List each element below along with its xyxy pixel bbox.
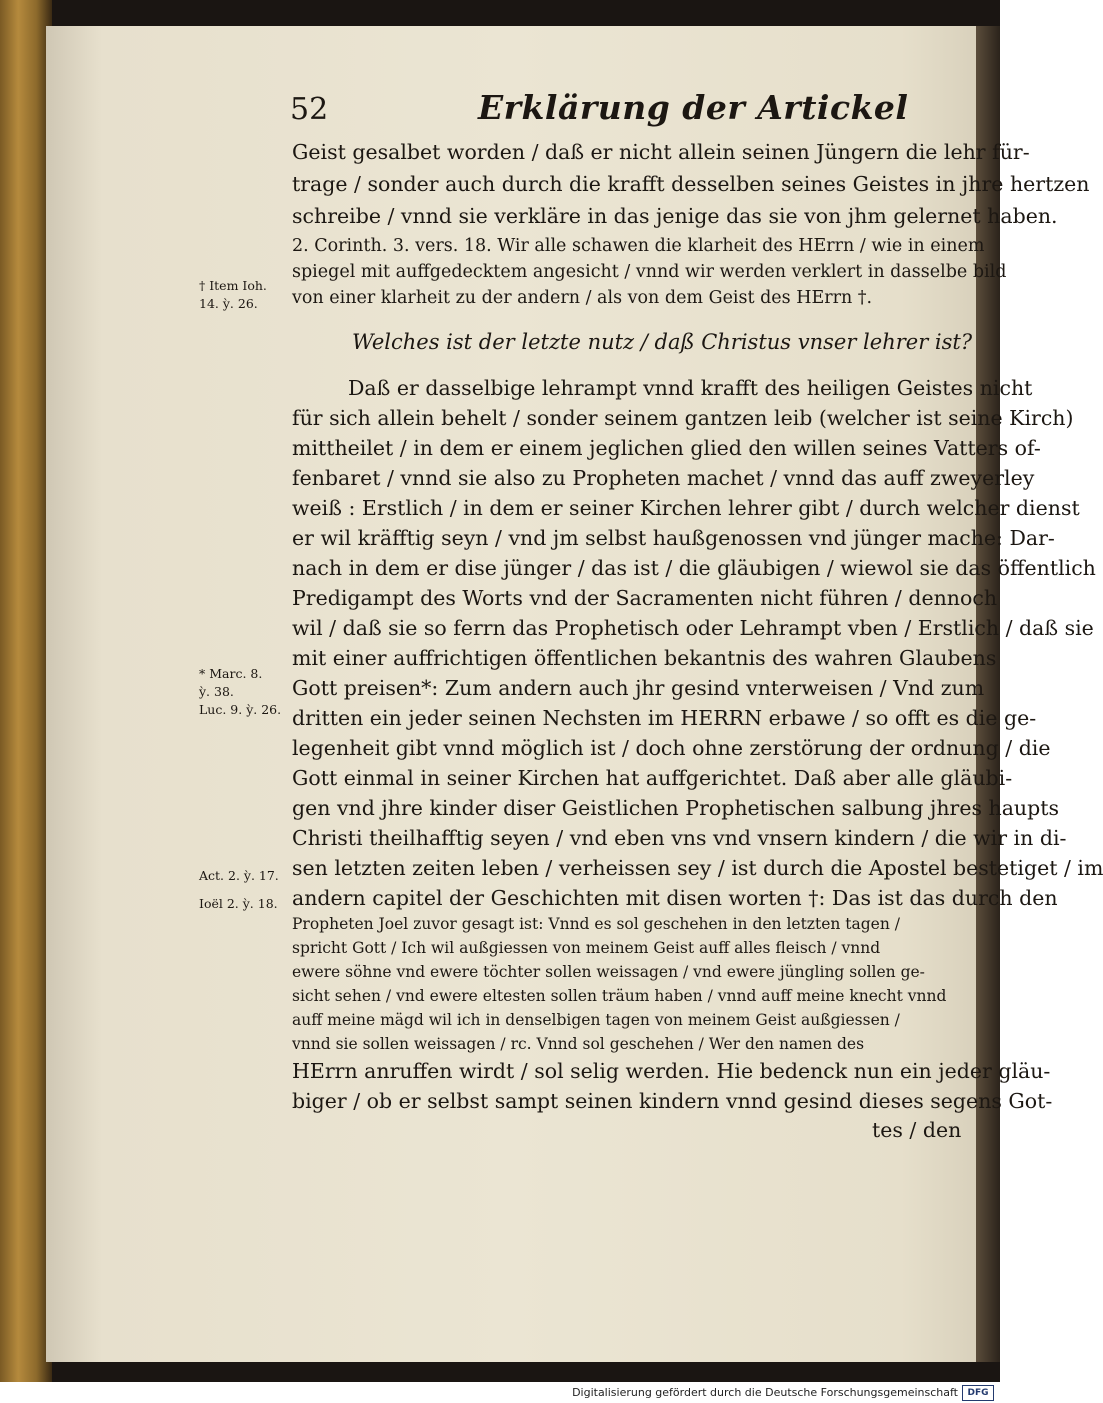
text-line: weiß : Erstlich / in dem er seiner Kirchen lehrer gibt / durch welcher dienst <box>292 496 1080 520</box>
text-line: sen letzten zeiten leben / verheissen sey / ist durch die Apostel bestetiget / im <box>292 856 1103 880</box>
text-line: mit einer auffrichtigen öffentlichen bekantnis des wahren Glaubens <box>292 646 997 670</box>
text-line: schreibe / vnnd sie verkläre in das jenige das sie von jhm gelernet haben. <box>292 204 1058 228</box>
margin-note-joel: Ioël 2. ỳ. 18. <box>199 896 278 911</box>
text-line: nach in dem er dise jünger / das ist / die gläubigen / wiewol sie das öffentlich <box>292 556 1096 580</box>
margin-note-item-ioh-verse: 14. ỳ. 26. <box>199 296 258 311</box>
text-line: spiegel mit auffgedecktem angesicht / vnnd wir werden verklert in dasselbe bild <box>292 262 1007 282</box>
text-line: dritten ein jeder seinen Nechsten im HERRN erbawe / so offt es die ge- <box>292 706 1037 730</box>
text-line: HErrn anruffen wirdt / sol selig werden. Hie bedenck nun ein jeder gläu- <box>292 1059 1051 1083</box>
dfg-logo: DFG <box>962 1385 994 1401</box>
margin-note-act: Act. 2. ỳ. 17. <box>199 868 279 883</box>
catchword: tes / den <box>872 1118 962 1142</box>
book-binding-edge <box>0 0 52 1382</box>
text-line: Gott einmal in seiner Kirchen hat auffgerichtet. Daß aber alle gläubi- <box>292 766 1013 790</box>
text-line: trage / sonder auch durch die krafft desselben seines Geistes in jhre hertzen <box>292 172 1090 196</box>
text-line: Daß er dasselbige lehrampt vnnd krafft des heiligen Geistes nicht <box>348 376 1033 400</box>
text-line: von einer klarheit zu der andern / als von dem Geist des HErrn †. <box>292 288 873 308</box>
text-line: sicht sehen / vnd ewere eltesten sollen träum haben / vnnd auff meine knecht vnnd <box>292 987 947 1005</box>
text-line: Geist gesalbet worden / daß er nicht allein seinen Jüngern die lehr für- <box>292 140 1030 164</box>
margin-note-item-ioh: † Item Ioh. <box>199 278 267 293</box>
text-line: für sich allein behelt / sonder seinem gantzen leib (welcher ist seine Kirch) <box>292 406 1074 430</box>
margin-note-marc: * Marc. 8. <box>199 666 263 681</box>
margin-note-marc-verse: ỳ. 38. <box>199 684 234 699</box>
footer-bar <box>0 1382 1000 1403</box>
text-line: 2. Corinth. 3. vers. 18. Wir alle schawen die klarheit des HErrn / wie in einem <box>292 236 985 256</box>
text-line: biger / ob er selbst sampt seinen kindern vnnd gesind dieses segens Got- <box>292 1089 1053 1113</box>
text-line: vnnd sie sollen weissagen / rc. Vnnd sol geschehen / Wer den namen des <box>292 1035 865 1053</box>
text-line: legenheit gibt vnnd möglich ist / doch ohne zerstörung der ordnung / die <box>292 736 1051 760</box>
section-heading: Welches ist der letzte nutz / daß Christus vnser lehrer ist? <box>352 330 973 354</box>
text-line: wil / daß sie so ferrn das Prophetisch oder Lehrampt vben / Erstlich / daß sie <box>292 616 1094 640</box>
text-line: ewere söhne vnd ewere töchter sollen weissagen / vnd ewere jüngling sollen ge- <box>292 963 925 981</box>
margin-note-luc: Luc. 9. ỳ. 26. <box>199 702 282 717</box>
text-line: fenbaret / vnnd sie also zu Propheten machet / vnnd das auff zweyerley <box>292 466 1035 490</box>
text-line: mittheilet / in dem er einem jeglichen glied den willen seines Vatters of- <box>292 436 1041 460</box>
page-header <box>290 88 909 132</box>
running-title: Erklärung der Artickel <box>478 88 909 127</box>
footer-credit: Digitalisierung gefördert durch die Deutsche Forschungsgemeinschaft <box>572 1386 958 1399</box>
text-line: spricht Gott / Ich wil außgiessen von meinem Geist auff alles fleisch / vnnd <box>292 939 881 957</box>
text-line: Propheten Joel zuvor gesagt ist: Vnnd es sol geschehen in den letzten tagen / <box>292 915 900 933</box>
page-number: 52 <box>290 92 329 127</box>
text-line: Predigampt des Worts vnd der Sacramenten nicht führen / dennoch <box>292 586 998 610</box>
text-line: er wil kräfftig seyn / vnd jm selbst haußgenossen vnd jünger mache: Dar- <box>292 526 1055 550</box>
text-line: andern capitel der Geschichten mit disen worten †: Das ist das durch den <box>292 886 1058 910</box>
text-line: Gott preisen*: Zum andern auch jhr gesind vnterweisen / Vnd zum <box>292 676 985 700</box>
text-line: Christi theilhafftig seyen / vnd eben vns vnd vnsern kindern / die wir in di- <box>292 826 1067 850</box>
text-line: gen vnd jhre kinder diser Geistlichen Prophetischen salbung jhres haupts <box>292 796 1060 820</box>
text-line: auff meine mägd wil ich in denselbigen tagen von meinem Geist außgiessen / <box>292 1011 900 1029</box>
